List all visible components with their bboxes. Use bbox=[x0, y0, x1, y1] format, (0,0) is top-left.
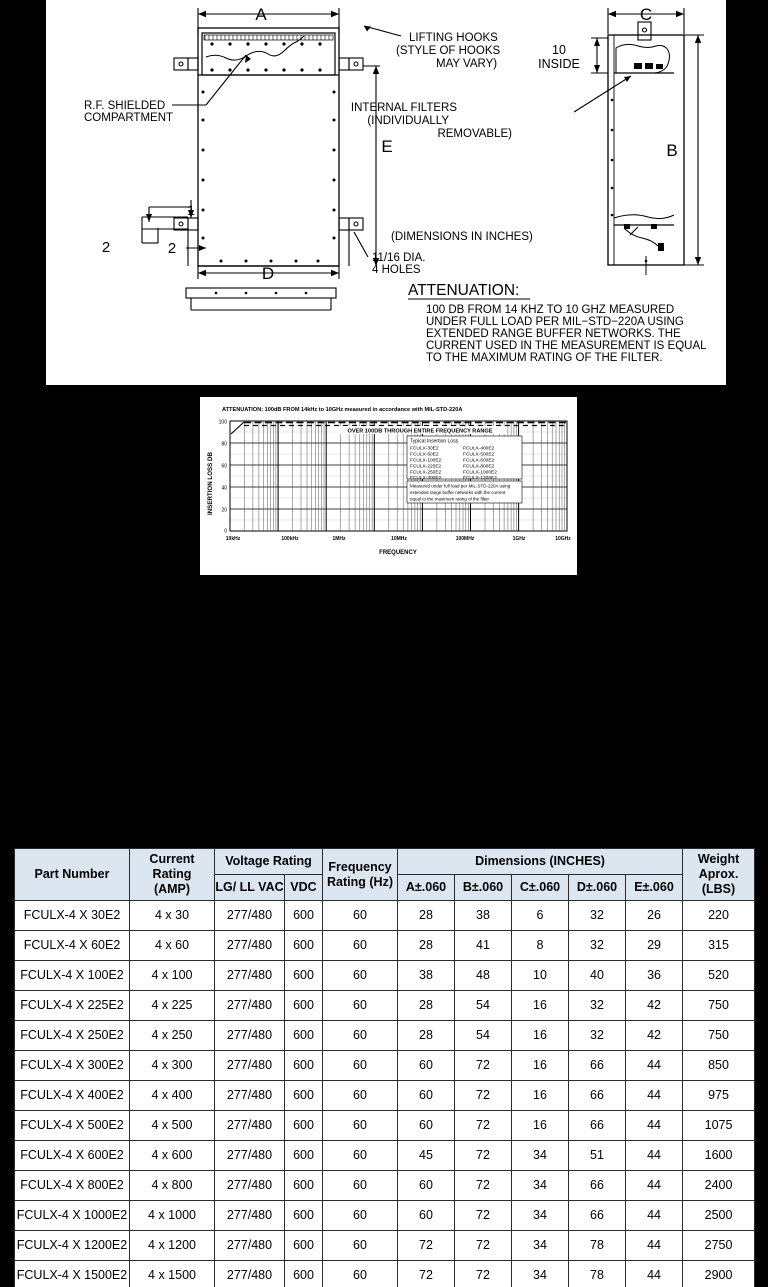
dim-label-2-left: 2 bbox=[101, 239, 111, 256]
header-lg-ll-vac: LG/ LL VAC bbox=[215, 875, 285, 901]
cell-current-rating: 4 x 400 bbox=[130, 1081, 215, 1111]
cell-dim-b: 41 bbox=[455, 931, 512, 961]
cell-dim-d: 51 bbox=[569, 1141, 626, 1171]
dim-label-2-bottom: 2 bbox=[167, 240, 177, 257]
cell-dim-d: 40 bbox=[569, 961, 626, 991]
cell-part-number: FCULX-4 X 500E2 bbox=[15, 1111, 130, 1141]
legend-item-fculx-400e2: FCULX-400E2 bbox=[463, 446, 495, 452]
cell-dim-d: 32 bbox=[569, 901, 626, 931]
cell-current-rating: 4 x 600 bbox=[130, 1141, 215, 1171]
cell-lg-ll-vac: 277/480 bbox=[215, 1021, 285, 1051]
cell-dim-b: 72 bbox=[455, 1141, 512, 1171]
xtick-10khz: 10kHz bbox=[225, 536, 241, 542]
cell-dim-e: 36 bbox=[626, 961, 683, 991]
cell-dim-d: 66 bbox=[569, 1081, 626, 1111]
attenuation-line-4: CURRENT USED IN THE MEASUREMENT IS EQUAL bbox=[426, 340, 707, 352]
dim-label-1: 1 bbox=[187, 202, 195, 218]
cell-dim-a: 38 bbox=[398, 961, 455, 991]
cell-dim-c: 34 bbox=[512, 1231, 569, 1261]
cell-dim-d: 66 bbox=[569, 1111, 626, 1141]
dim-label-e: E bbox=[381, 137, 393, 156]
insertion-loss-chart-svg bbox=[200, 397, 577, 575]
table-row bbox=[15, 1081, 755, 1111]
cell-frequency: 60 bbox=[323, 931, 398, 961]
header-dimensions: Dimensions (INCHES) bbox=[398, 849, 683, 875]
chart-y-axis-ticks bbox=[219, 420, 228, 535]
cell-dim-a: 72 bbox=[398, 1231, 455, 1261]
cell-dim-b: 54 bbox=[455, 1021, 512, 1051]
legend-item-fculx-225e2: FCULX-225E2 bbox=[410, 464, 442, 470]
cell-current-rating: 4 x 30 bbox=[130, 901, 215, 931]
cell-lg-ll-vac: 277/480 bbox=[215, 1261, 285, 1287]
cell-dim-d: 66 bbox=[569, 1051, 626, 1081]
rf-shielded-label-line2: COMPARTMENT bbox=[84, 112, 174, 124]
legend-note-line2: extended range buffer networks with the current bbox=[410, 490, 506, 495]
cell-frequency: 60 bbox=[323, 1231, 398, 1261]
internal-filters-label-line2: (INDIVIDUALLY bbox=[367, 115, 449, 127]
lifting-hooks-label-line1: LIFTING HOOKS bbox=[409, 32, 498, 44]
ytick-20: 20 bbox=[221, 507, 227, 514]
cell-frequency: 60 bbox=[323, 901, 398, 931]
cell-part-number: FCULX-4 X 1000E2 bbox=[15, 1201, 130, 1231]
header-voltage-rating: Voltage Rating bbox=[215, 849, 323, 875]
cell-weight: 750 bbox=[683, 991, 755, 1021]
legend-item-fculx-600e2: FCULX-600E2 bbox=[463, 458, 495, 464]
xtick-1mhz: 1MHz bbox=[332, 536, 346, 542]
legend-note-line1: Measured under full load per MIL-STD-220A using bbox=[410, 483, 511, 489]
cell-part-number: FCULX-4 X 1500E2 bbox=[15, 1261, 130, 1287]
cell-dim-e: 44 bbox=[626, 1231, 683, 1261]
cell-lg-ll-vac: 277/480 bbox=[215, 1171, 285, 1201]
cell-frequency: 60 bbox=[323, 991, 398, 1021]
cell-part-number: FCULX-4 X 30E2 bbox=[15, 901, 130, 931]
dim-label-a: A bbox=[255, 5, 267, 24]
cell-vdc: 600 bbox=[285, 931, 323, 961]
legend-item-fculx-1200e2: FCULX-1200E2 bbox=[463, 476, 497, 481]
cell-part-number: FCULX-4 X 225E2 bbox=[15, 991, 130, 1021]
cell-current-rating: 4 x 300 bbox=[130, 1051, 215, 1081]
cell-dim-b: 72 bbox=[455, 1081, 512, 1111]
cell-dim-e: 44 bbox=[626, 1051, 683, 1081]
table-row bbox=[15, 991, 755, 1021]
specifications-table bbox=[14, 848, 755, 1287]
table-row bbox=[15, 1051, 755, 1081]
cell-dim-e: 44 bbox=[626, 1081, 683, 1111]
cell-dim-e: 42 bbox=[626, 1021, 683, 1051]
cell-dim-b: 38 bbox=[455, 901, 512, 931]
xtick-100khz: 100kHz bbox=[281, 536, 299, 542]
cell-dim-c: 34 bbox=[512, 1201, 569, 1231]
cell-frequency: 60 bbox=[323, 961, 398, 991]
attenuation-heading: ATTENUATION: bbox=[408, 282, 520, 299]
cell-dim-e: 42 bbox=[626, 991, 683, 1021]
chart-x-axis-ticks bbox=[226, 536, 572, 542]
legend-item-fculx-300e2: FCULX-300E2 bbox=[410, 476, 442, 481]
cell-frequency: 60 bbox=[323, 1051, 398, 1081]
cell-current-rating: 4 x 250 bbox=[130, 1021, 215, 1051]
cell-dim-a: 60 bbox=[398, 1081, 455, 1111]
dim-label-d: D bbox=[261, 264, 275, 283]
cell-part-number: FCULX-4 X 600E2 bbox=[15, 1141, 130, 1171]
cell-vdc: 600 bbox=[285, 1081, 323, 1111]
table-row bbox=[15, 1231, 755, 1261]
cell-current-rating: 4 x 1000 bbox=[130, 1201, 215, 1231]
table-row bbox=[15, 1141, 755, 1171]
cell-dim-c: 34 bbox=[512, 1141, 569, 1171]
cell-dim-c: 16 bbox=[512, 1051, 569, 1081]
cell-dim-d: 66 bbox=[569, 1171, 626, 1201]
mechanical-drawing-svg bbox=[46, 0, 726, 385]
legend-note-line3: equal to the maximum rating of the filter bbox=[410, 496, 490, 502]
cell-dim-e: 44 bbox=[626, 1261, 683, 1287]
header-current-rating bbox=[130, 849, 215, 901]
cell-lg-ll-vac: 277/480 bbox=[215, 991, 285, 1021]
cell-dim-e: 44 bbox=[626, 1201, 683, 1231]
dim-label-c: C bbox=[639, 5, 653, 24]
legend-item-fculx-250e2: FCULX-250E2 bbox=[410, 470, 442, 476]
cell-dim-b: 54 bbox=[455, 991, 512, 1021]
cell-vdc: 600 bbox=[285, 901, 323, 931]
ytick-40: 40 bbox=[221, 485, 227, 492]
cell-current-rating: 4 x 800 bbox=[130, 1171, 215, 1201]
cell-lg-ll-vac: 277/480 bbox=[215, 901, 285, 931]
cell-dim-d: 66 bbox=[569, 1201, 626, 1231]
cell-weight: 2900 bbox=[683, 1261, 755, 1287]
mechanical-drawing-panel bbox=[46, 0, 726, 385]
header-dim-b: B±.060 bbox=[455, 875, 512, 901]
attenuation-line-3: EXTENDED RANGE BUFFER NETWORKS. THE bbox=[426, 328, 681, 340]
xtick-10ghz: 10GHz bbox=[555, 536, 571, 542]
cell-dim-c: 8 bbox=[512, 931, 569, 961]
cell-weight: 2750 bbox=[683, 1231, 755, 1261]
cell-dim-c: 16 bbox=[512, 1081, 569, 1111]
cell-dim-c: 16 bbox=[512, 1021, 569, 1051]
cell-current-rating: 4 x 1500 bbox=[130, 1261, 215, 1287]
cell-dim-a: 60 bbox=[398, 1111, 455, 1141]
cell-part-number: FCULX-4 X 1200E2 bbox=[15, 1231, 130, 1261]
header-dim-c: C±.060 bbox=[512, 875, 569, 901]
cell-vdc: 600 bbox=[285, 1111, 323, 1141]
cell-weight: 2500 bbox=[683, 1201, 755, 1231]
xtick-100mhz: 100MHz bbox=[455, 536, 475, 542]
legend-item-fculx-100e2: FCULX-100E2 bbox=[410, 458, 442, 464]
cell-lg-ll-vac: 277/480 bbox=[215, 1111, 285, 1141]
internal-filters-label-line3: REMOVABLE) bbox=[437, 128, 512, 140]
cell-dim-b: 72 bbox=[455, 1171, 512, 1201]
table-row bbox=[15, 1201, 755, 1231]
lifting-hooks-label-line2: (STYLE OF HOOKS bbox=[396, 45, 501, 57]
cell-dim-d: 32 bbox=[569, 931, 626, 961]
cell-part-number: FCULX-4 X 60E2 bbox=[15, 931, 130, 961]
table-header-row-1 bbox=[15, 849, 755, 875]
table-row bbox=[15, 1021, 755, 1051]
header-weight-line2: Aprox. (LBS) bbox=[698, 867, 739, 896]
table-row bbox=[15, 1111, 755, 1141]
header-current-rating-line2: (AMP) bbox=[153, 882, 191, 896]
cell-dim-a: 60 bbox=[398, 1201, 455, 1231]
cell-weight: 975 bbox=[683, 1081, 755, 1111]
header-weight-line1: Weight bbox=[697, 852, 740, 866]
cell-dim-a: 72 bbox=[398, 1261, 455, 1287]
cell-part-number: FCULX-4 X 100E2 bbox=[15, 961, 130, 991]
attenuation-line-2: UNDER FULL LOAD PER MIL−STD−220A USING bbox=[426, 316, 684, 328]
cell-dim-d: 78 bbox=[569, 1231, 626, 1261]
table-row bbox=[15, 931, 755, 961]
cell-dim-c: 10 bbox=[512, 961, 569, 991]
cell-frequency: 60 bbox=[323, 1111, 398, 1141]
ytick-0: 0 bbox=[224, 528, 227, 535]
table-row bbox=[15, 901, 755, 931]
cell-weight: 1600 bbox=[683, 1141, 755, 1171]
cell-vdc: 600 bbox=[285, 1051, 323, 1081]
cell-lg-ll-vac: 277/480 bbox=[215, 1081, 285, 1111]
cell-current-rating: 4 x 1200 bbox=[130, 1231, 215, 1261]
header-part-number: Part Number bbox=[15, 849, 130, 901]
internal-filters-label-line1: INTERNAL FILTERS bbox=[350, 102, 457, 114]
cell-dim-b: 48 bbox=[455, 961, 512, 991]
cell-weight: 2400 bbox=[683, 1171, 755, 1201]
cell-vdc: 600 bbox=[285, 1021, 323, 1051]
cell-dim-b: 72 bbox=[455, 1111, 512, 1141]
header-frequency-rating bbox=[323, 849, 398, 901]
inside-depth-value: 10 bbox=[552, 43, 566, 57]
legend-title: Typical Insertion Loss bbox=[410, 438, 459, 445]
specifications-table-container bbox=[14, 848, 754, 1287]
header-dim-e: E±.060 bbox=[626, 875, 683, 901]
cell-frequency: 60 bbox=[323, 1081, 398, 1111]
cell-part-number: FCULX-4 X 800E2 bbox=[15, 1171, 130, 1201]
cell-dim-b: 72 bbox=[455, 1201, 512, 1231]
cell-vdc: 600 bbox=[285, 1171, 323, 1201]
cell-dim-a: 45 bbox=[398, 1141, 455, 1171]
ytick-80: 80 bbox=[221, 441, 227, 448]
cell-dim-c: 34 bbox=[512, 1171, 569, 1201]
cell-frequency: 60 bbox=[323, 1021, 398, 1051]
ytick-60: 60 bbox=[221, 463, 227, 470]
cell-dim-d: 32 bbox=[569, 1021, 626, 1051]
header-weight bbox=[683, 849, 755, 901]
legend-item-fculx-60e2: FCULX-60E2 bbox=[410, 452, 439, 458]
chart-y-axis-label: INSERTION LOSS DB bbox=[207, 452, 214, 515]
header-dim-a: A±.060 bbox=[398, 875, 455, 901]
cell-current-rating: 4 x 500 bbox=[130, 1111, 215, 1141]
cell-lg-ll-vac: 277/480 bbox=[215, 1141, 285, 1171]
legend-item-fculx-500e2: FCULX-500E2 bbox=[463, 452, 495, 458]
cell-lg-ll-vac: 277/480 bbox=[215, 1231, 285, 1261]
inside-depth-label: INSIDE bbox=[538, 57, 580, 71]
cell-weight: 1075 bbox=[683, 1111, 755, 1141]
xtick-10mhz: 10MHz bbox=[391, 536, 407, 542]
cell-weight: 850 bbox=[683, 1051, 755, 1081]
cell-dim-a: 28 bbox=[398, 931, 455, 961]
cell-frequency: 60 bbox=[323, 1261, 398, 1287]
cell-weight: 315 bbox=[683, 931, 755, 961]
cell-dim-b: 72 bbox=[455, 1261, 512, 1287]
cell-current-rating: 4 x 100 bbox=[130, 961, 215, 991]
header-frequency-rating-line1: Frequency bbox=[328, 859, 392, 874]
cell-dim-e: 29 bbox=[626, 931, 683, 961]
chart-x-axis-label: FREQUENCY bbox=[379, 550, 417, 556]
rf-shielded-label-line1: R.F. SHIELDED bbox=[84, 100, 166, 112]
cell-dim-a: 28 bbox=[398, 1021, 455, 1051]
cell-weight: 520 bbox=[683, 961, 755, 991]
cell-dim-b: 72 bbox=[455, 1231, 512, 1261]
ytick-100: 100 bbox=[218, 419, 227, 426]
attenuation-line-1: 100 DB FROM 14 KHZ TO 10 GHZ MEASURED bbox=[426, 304, 675, 316]
cell-current-rating: 4 x 225 bbox=[130, 991, 215, 1021]
cell-dim-a: 28 bbox=[398, 901, 455, 931]
chart-banner-text: OVER 100DB THROUGH ENTIRE FREQUENCY RANGE bbox=[347, 428, 493, 435]
hole-callout-line1: 11/16 DIA. bbox=[372, 252, 426, 264]
table-row bbox=[15, 1171, 755, 1201]
cell-dim-c: 16 bbox=[512, 1111, 569, 1141]
cell-part-number: FCULX-4 X 300E2 bbox=[15, 1051, 130, 1081]
dim-label-b: B bbox=[666, 141, 678, 160]
cell-frequency: 60 bbox=[323, 1171, 398, 1201]
cell-vdc: 600 bbox=[285, 991, 323, 1021]
cell-dim-d: 78 bbox=[569, 1261, 626, 1287]
hole-callout-line2: 4 HOLES bbox=[372, 264, 421, 276]
header-dim-d: D±.060 bbox=[569, 875, 626, 901]
xtick-1ghz: 1GHz bbox=[512, 536, 526, 542]
legend-item-fculx-1000e2: FCULX-1000E2 bbox=[463, 470, 497, 476]
cell-vdc: 600 bbox=[285, 961, 323, 991]
cell-weight: 220 bbox=[683, 901, 755, 931]
chart-legend bbox=[407, 436, 522, 503]
cell-dim-c: 16 bbox=[512, 991, 569, 1021]
dimensions-units-note: (DIMENSIONS IN INCHES) bbox=[391, 231, 533, 243]
cell-dim-c: 6 bbox=[512, 901, 569, 931]
legend-item-fculx-30e2: FCULX-30E2 bbox=[410, 446, 439, 452]
cell-dim-e: 44 bbox=[626, 1141, 683, 1171]
cell-frequency: 60 bbox=[323, 1141, 398, 1171]
chart-title: ATTENUATION: 100dB FROM 14kHz to 10GHz measured in accordance with MIL-STD-220A bbox=[222, 407, 463, 413]
cell-lg-ll-vac: 277/480 bbox=[215, 961, 285, 991]
lifting-hooks-label-line3: MAY VARY) bbox=[436, 58, 498, 70]
cell-vdc: 600 bbox=[285, 1261, 323, 1287]
insertion-loss-chart-panel bbox=[200, 397, 577, 575]
legend-item-fculx-800e2: FCULX-800E2 bbox=[463, 464, 495, 470]
cell-lg-ll-vac: 277/480 bbox=[215, 1201, 285, 1231]
cell-dim-b: 72 bbox=[455, 1051, 512, 1081]
header-current-rating-line1: Current Rating bbox=[149, 852, 195, 881]
header-frequency-rating-line2: Rating (Hz) bbox=[327, 874, 393, 889]
header-vdc: VDC bbox=[285, 875, 323, 901]
cell-vdc: 600 bbox=[285, 1141, 323, 1171]
cell-dim-e: 44 bbox=[626, 1111, 683, 1141]
table-body bbox=[15, 901, 755, 1287]
cell-dim-e: 26 bbox=[626, 901, 683, 931]
cell-current-rating: 4 x 60 bbox=[130, 931, 215, 961]
cell-part-number: FCULX-4 X 250E2 bbox=[15, 1021, 130, 1051]
cell-frequency: 60 bbox=[323, 1201, 398, 1231]
cell-dim-a: 60 bbox=[398, 1051, 455, 1081]
cell-vdc: 600 bbox=[285, 1201, 323, 1231]
table-row bbox=[15, 961, 755, 991]
cell-lg-ll-vac: 277/480 bbox=[215, 931, 285, 961]
cell-dim-c: 34 bbox=[512, 1261, 569, 1287]
cell-part-number: FCULX-4 X 400E2 bbox=[15, 1081, 130, 1111]
attenuation-line-5: TO THE MAXIMUM RATING OF THE FILTER. bbox=[426, 352, 663, 364]
cell-dim-a: 60 bbox=[398, 1171, 455, 1201]
cell-dim-d: 32 bbox=[569, 991, 626, 1021]
cell-dim-e: 44 bbox=[626, 1171, 683, 1201]
cell-vdc: 600 bbox=[285, 1231, 323, 1261]
cell-weight: 750 bbox=[683, 1021, 755, 1051]
cell-lg-ll-vac: 277/480 bbox=[215, 1051, 285, 1081]
cell-dim-a: 28 bbox=[398, 991, 455, 1021]
table-row bbox=[15, 1261, 755, 1287]
